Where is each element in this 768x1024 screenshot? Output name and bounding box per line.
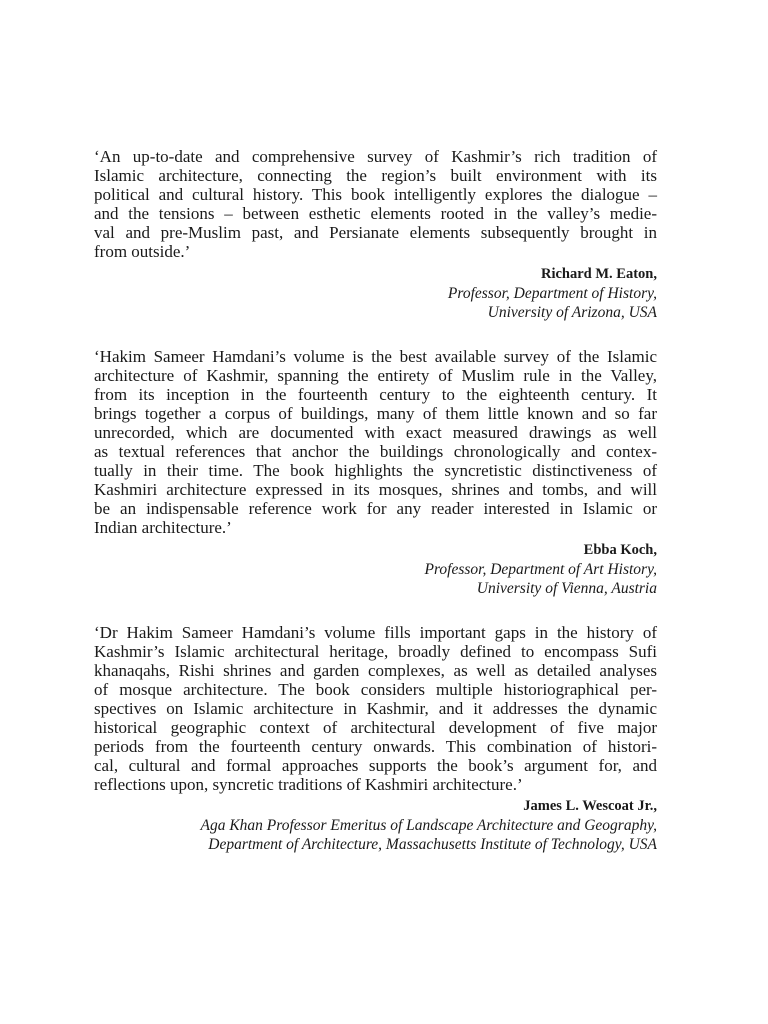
quote-line: Islamic architecture, connecting the region’s built environment with its bbox=[94, 166, 657, 186]
quote-line: tually in their time. The book highlights the syncretistic distinctiveness of bbox=[94, 461, 657, 481]
quote-line: Kashmiri architecture expressed in its mosques, shrines and tombs, and will bbox=[94, 480, 657, 500]
endorsements-page bbox=[94, 147, 657, 879]
quote-line: Kashmir’s Islamic architectural heritage, broadly defined to encompass Sufi bbox=[94, 641, 657, 661]
quote-line: val and pre-Muslim past, and Persianate elements subsequently brought in bbox=[94, 223, 657, 243]
endorsement-attribution bbox=[94, 541, 657, 598]
endorsement-quote bbox=[94, 147, 657, 262]
endorser-affiliation: Professor, Department of History, bbox=[447, 284, 657, 302]
endorsement-quote bbox=[94, 623, 657, 795]
quote-line: be an indispensable reference work for any reader interested in Islamic or bbox=[94, 499, 657, 519]
quote-line: khanaqahs, Rishi shrines and garden complexes, as well as detailed analyses bbox=[94, 660, 657, 680]
endorsement-quote bbox=[94, 347, 657, 538]
quote-line: ‘Hakim Sameer Hamdani’s volume is the best available survey of the Islamic bbox=[94, 346, 657, 366]
endorser-affiliation: Aga Khan Professor Emeritus of Landscape Architecture and Geography, bbox=[200, 817, 657, 835]
quote-line: as textual references that anchor the buildings chronologically and contex- bbox=[94, 442, 657, 462]
endorsement-attribution bbox=[94, 797, 657, 854]
quote-line: ‘An up-to-date and comprehensive survey of Kashmir’s rich tradition of bbox=[94, 147, 657, 166]
endorser-affiliation: University of Arizona, USA bbox=[487, 303, 657, 321]
endorsement-koch bbox=[94, 347, 657, 598]
endorsement-eaton bbox=[94, 147, 657, 322]
quote-line: architecture of Kashmir, spanning the entirety of Muslim rule in the Valley, bbox=[94, 365, 657, 385]
quote-line: unrecorded, which are documented with exact measured drawings as well bbox=[94, 422, 657, 442]
quote-line: historical geographic context of architectural development of five major bbox=[94, 717, 657, 737]
quote-line: of mosque architecture. The book considers multiple historiographical per- bbox=[94, 679, 657, 699]
quote-line: political and cultural history. This book intelligently explores the dialogue – bbox=[94, 185, 657, 205]
endorsement-attribution bbox=[94, 265, 657, 322]
quote-line: reflections upon, syncretic traditions of Kashmiri architecture.’ bbox=[94, 775, 523, 795]
quote-line: Indian architecture.’ bbox=[94, 518, 232, 538]
endorsement-wescoat bbox=[94, 623, 657, 855]
quote-line: from outside.’ bbox=[94, 242, 191, 262]
quote-line: brings together a corpus of buildings, many of them little known and so far bbox=[94, 403, 657, 423]
endorser-affiliation: University of Vienna, Austria bbox=[476, 579, 657, 597]
endorser-name: Ebba Koch, bbox=[583, 541, 657, 558]
endorser-affiliation: Department of Architecture, Massachusetts Institute of Technology, USA bbox=[208, 836, 657, 854]
endorser-affiliation: Professor, Department of Art History, bbox=[424, 560, 657, 578]
quote-line: periods from the fourteenth century onwards. This combination of histori- bbox=[94, 737, 657, 757]
endorser-name: Richard M. Eaton, bbox=[541, 265, 657, 282]
quote-line: from its inception in the fourteenth century to the eighteenth century. It bbox=[94, 384, 657, 404]
quote-line: and the tensions – between esthetic elements rooted in the valley’s medie- bbox=[94, 204, 657, 224]
quote-line: cal, cultural and formal approaches supports the book’s argument for, and bbox=[94, 756, 657, 776]
quote-line: spectives on Islamic architecture in Kashmir, and it addresses the dynamic bbox=[94, 698, 657, 718]
quote-line: ‘Dr Hakim Sameer Hamdani’s volume fills important gaps in the history of bbox=[94, 622, 657, 642]
endorser-name: James L. Wescoat Jr., bbox=[523, 798, 657, 815]
